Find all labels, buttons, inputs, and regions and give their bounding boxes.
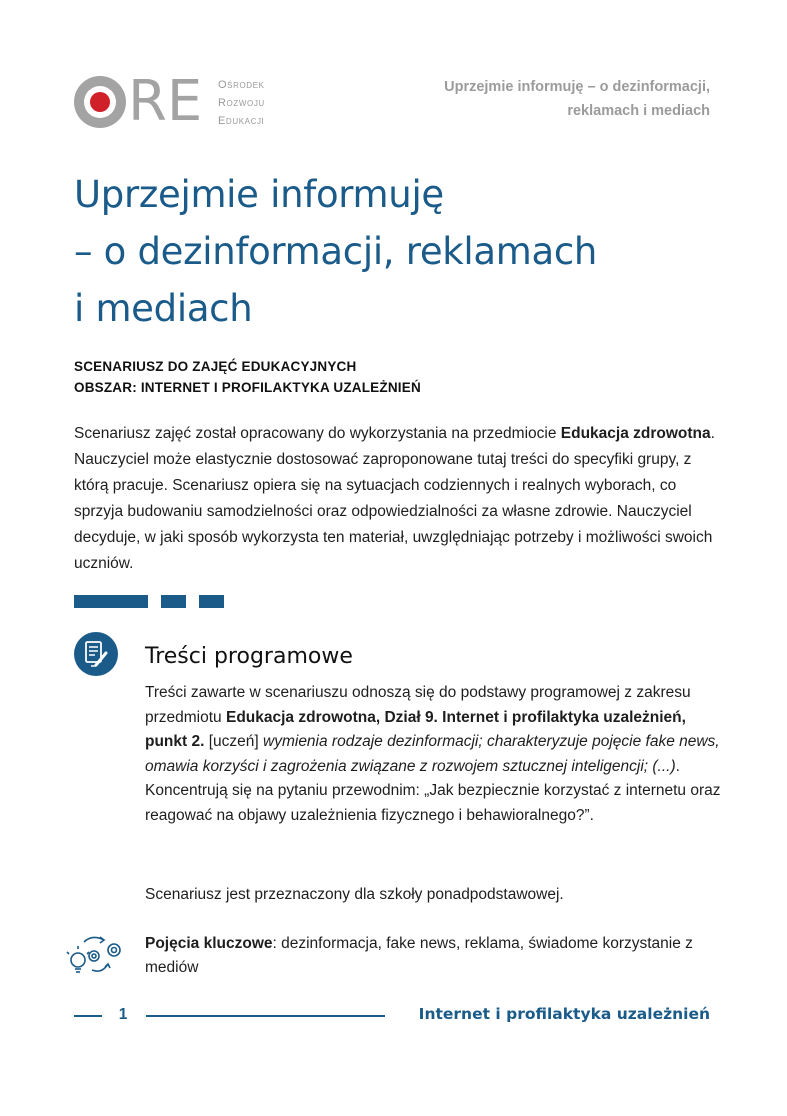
divider-dash-short-1 [161, 595, 186, 608]
running-header-line-1: Uprzejmie informuję – o dezinformacji, [444, 79, 710, 95]
logo-sub-line-3: Edukacji [218, 115, 265, 127]
scenario-subheading [74, 356, 421, 398]
logo-letters: RE [128, 69, 203, 134]
tresci-paragraph: Treści zawarte w scenariuszu odnoszą się do podstawy programowej z zakresu przedmiotu Edukacja zdrowotna, Dział 9. Internet i profilaktyka uzależnień, punkt 2. [uczeń] wymienia rodzaje dezinformacji; charakteryzuje pojęcie fake news, omawia korzyści i zagrożenia związane z rozwojem sztucznej inteligencji; (...). Koncentrują się na pytaniu przewodnim: „Jak bezpiecznie korzystać z internetu oraz reagować na objawy uzależnienia fizycznego i behawioralnego?”. [145, 684, 721, 824]
running-header-line-2: reklamach i mediach [567, 103, 710, 119]
page-title [74, 166, 724, 337]
intro-paragraph: Scenariusz zajęć został opracowany do wykorzystania na przedmiocie Edukacja zdrowotna. Nauczyciel może elastycznie dostosować zaproponowane tutaj treści do specyfiki grupy, z którą pracuje. Scenariusz opiera się na sytuacjach codziennych i realnych wyborach, co sprzyja budowaniu samodzielności oraz odpowiedzialności za własne zdrowie. Nauczyciel decyduje, w jaki sposób wykorzysta ten materiał, uwzględniając potrzeby i możliwości swoich uczniów. [74, 425, 715, 572]
footer-rule-middle [146, 1015, 385, 1017]
key-concepts-text: Pojęcia kluczowe: dezinformacja, fake news, reklama, świadome korzystanie z mediów [145, 935, 693, 976]
running-header [350, 75, 710, 123]
footer-rule-left [74, 1015, 102, 1017]
logo-ring-icon [74, 76, 126, 128]
intro-bold-subject: Edukacja zdrowotna [560, 425, 711, 442]
divider-dash-long [74, 595, 148, 608]
footer-title: Internet i profilaktyka uzależnień [418, 1005, 710, 1023]
title-line-1: Uprzejmie informuję [74, 173, 444, 216]
document-pen-icon [74, 632, 118, 676]
ore-logo [74, 69, 284, 134]
title-line-2: – o dezinformacji, reklamach [74, 230, 598, 273]
divider-dash-short-2 [199, 595, 224, 608]
logo-sub-line-2: Rozwoju [218, 97, 265, 109]
title-line-3: i mediach [74, 287, 253, 330]
lightbulb-gears-icon [64, 930, 128, 978]
tresci-italic-quote: wymienia rodzaje dezinformacji; charakteryzuje pojęcie fake news, omawia korzyści i zagrożenia związane z rozwojem sztucznej inteligencji; (...) [145, 733, 720, 775]
logo-subtitle [218, 76, 265, 130]
section-heading-tresci: Treści programowe [145, 644, 353, 669]
logo-sub-line-1: Ośrodek [218, 79, 265, 91]
key-concepts-label: Pojęcia kluczowe [145, 935, 273, 952]
subheading-line-1: SCENARIUSZ DO ZAJĘĆ EDUKACYJNYCH [74, 359, 357, 374]
target-school-text: Scenariusz jest przeznaczony dla szkoły ponadpodstawowej. [145, 886, 564, 903]
logo-red-dot-icon [90, 92, 110, 112]
page-number: 1 [118, 1006, 128, 1023]
tresci-bold-reference: Edukacja zdrowotna, Dział 9. Internet i profilaktyka uzależnień, punkt 2. [145, 708, 686, 750]
subheading-line-2: OBSZAR: INTERNET I PROFILAKTYKA UZALEŻNIEŃ [74, 380, 421, 395]
